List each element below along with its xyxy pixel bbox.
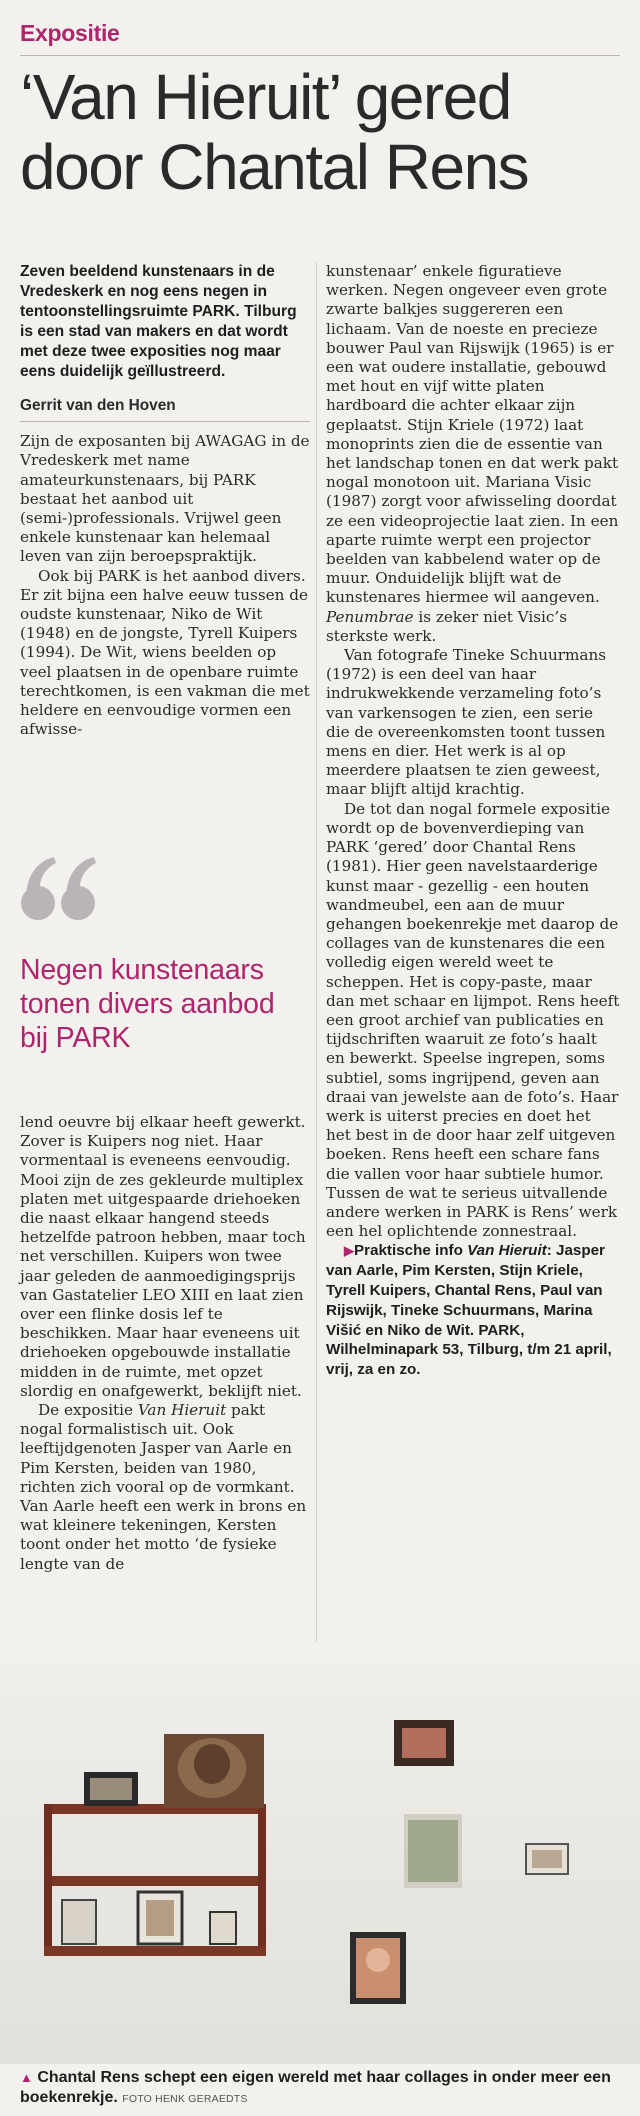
- pull-quote-text: Negen kunstenaars tonen divers aanbod bij PARK: [20, 954, 275, 1054]
- triangle-bullet-icon: ▶: [344, 1243, 354, 1259]
- byline-rule: [20, 421, 310, 422]
- practical-info: [326, 1241, 620, 1380]
- lede: Zeven beeldend kunstenaars in de Vredeskerk en nog eens negen in tentoonstellingsruimte PARK. Tilburg is een stad van makers en dat wordt met deze twee exposities nog maar eens duidelijk geïllustreerd.: [20, 263, 297, 380]
- text-run: is zeker niet Visic’s sterkste werk.: [326, 607, 567, 645]
- body-paragraph: Van fotografe Tineke Schuurmans (1972) is een deel van haar indrukwekkende verzameling foto’s van varkensogen te zien, een serie die de overeenkomsten toont tussen mens en dier. Het werk is al op meerdere plaatsen te zien geweest, maar blijft altijd krachtig.: [326, 646, 607, 799]
- exhibition-title: Van Hieruit: [137, 1401, 227, 1420]
- work-title: Penumbrae: [326, 607, 414, 626]
- body-paragraph: Zijn de exposanten bij AWAGAG in de Vredeskerk met name amateurkunstenaars, bij PARK bestaat het aanbod uit (semi-)professionals. Vrijwel geen enkele kunstenaar kan helemaal leven van zijn beroepspraktijk.: [20, 432, 310, 566]
- triangle-bullet-icon: ▲: [20, 2070, 33, 2085]
- headline-line-1: ‘Van Hieruit’ gered: [20, 61, 511, 133]
- text-run: pakt nogal formalistisch uit. Ook leeftijdgenoten Jasper van Aarle en Pim Kersten, beiden van 1980, richten zich vooral op de vormkant. Van Aarle heeft een werk in brons en wat kleinere tekeningen, Kersten toont onder het motto ‘de fysieke lengte van de: [20, 1401, 307, 1573]
- headline-line-2: door Chantal Rens: [20, 131, 529, 203]
- section-label: Expositie: [20, 20, 120, 46]
- article-column-2: [326, 262, 620, 1380]
- exhibition-title: Van Hieruit: [467, 1242, 547, 1260]
- headline: [20, 62, 630, 202]
- pull-quote: [20, 853, 310, 1105]
- body-paragraph: Ook bij PARK is het aanbod divers. Er zit bijna een halve eeuw tussen de oudste kunstenaar, Niko de Wit (1948) en de jongste, Tyrell Kuipers (1994). De Wit, wiens beelden op veel plaatsen in de openbare ruimte terechtkomen, is een vakman die met heldere en eenvoudige vormen een afwisse-: [20, 566, 310, 739]
- body-paragraph: [326, 262, 620, 646]
- photo-credit: FOTO HENK GERAEDTS: [122, 2093, 248, 2105]
- author-byline: Gerrit van den Hoven: [20, 397, 176, 414]
- text-run: kunstenaar’ enkele figuratieve werken. Negen ongeveer even grote zwarte balkjes suggereren een lichaam. Van de noeste en precieze bouwer Paul van Rijswijk (1965) is er een wat oudere installatie, gebouwd met hout en vijf witte platen hardboard die achter elkaar zijn geplaatst. Stijn Kriele (1972) laat monoprints zien die de essentie van het landschap tonen en dat werk pakt nogal monotoon uit. Mariana Visic (1987) zorgt voor afwisseling doordat ze een videoprojectie laat zien. In een aparte ruimte werpt een projector beelden van kabbelend water op de muur. Onduidelijk blijft wat de kunstenares hiermee wil aangeven.: [326, 262, 619, 607]
- article-column-1-continued: [20, 1113, 310, 1574]
- article-column-1: [20, 262, 310, 739]
- caption-text: Chantal Rens schept een eigen wereld met haar collages in onder meer een boekenrekje.: [20, 2069, 611, 2106]
- photo-caption: [20, 2068, 630, 2109]
- quote-mark-icon: [20, 853, 100, 923]
- body-paragraph: De tot dan nogal formele expositie wordt op de bovenverdieping van PARK ‘gered’ door Chantal Rens (1981). Hier geen navelstaarderige kunst maar - gezellig - een houten wandmeubel, een aan de muur gehangen boekenrekje met daarop de collages van de kunstenares die een volledig eigen wereld weet te scheppen. Het is copy-paste, maar dan met schaar en lijmpot. Rens heeft een groot archief van publicaties en tijdschriften waaruit ze foto’s haalt en bewerkt. Speelse ingrepen, soms subtiel, soms ingrijpend, geven aan draai van jewelste aan de foto’s. Haar werk is uiterst precies en doet het het best in de door haar zelf uitgeven boeken. Rens heeft een schare fans die vallen voor haar subtiele humor. Tussen de wat te serieus uitvallende andere werken in PARK is Rens’ werk een hel oplichtende zonnestraal.: [326, 799, 620, 1241]
- section-rule: [20, 55, 620, 56]
- body-paragraph: lend oeuvre bij elkaar heeft gewerkt. Zover is Kuipers nog niet. Haar vormentaal is eveneens eenvoudig. Mooi zijn de zes gekleurde multiplex platen met uitgespaarde driehoeken die naast elkaar hangend steeds hetzelfde patroon hebben, maar toch net verschillen. Kuipers won twee jaar geleden de aanmoedigingsprijs van Gastatelier LEO XIII en laat zien over een flinke dosis lef te beschikken. Maar haar eveneens uit driehoeken opgebouwde installatie midden in de ruimte, met opzet slordig en onafgewerkt, beklijft niet.: [20, 1113, 306, 1400]
- article-photo: [0, 1664, 640, 2064]
- photo-illustration: [0, 1664, 640, 2064]
- text-run: Praktische info: [354, 1242, 468, 1260]
- text-run: : Jasper van Aarle, Pim Kersten, Stijn Kriele, Tyrell Kuipers, Chantal Rens, Paul van Rijswijk, Tineke Schuurmans, Marina Višić en Niko de Wit. PARK, Wilhelminapark 53, Tilburg, t/m 21 april, vrij, za en zo.: [326, 1242, 612, 1379]
- body-paragraph: [20, 1401, 310, 1574]
- column-divider: [316, 262, 317, 1642]
- text-run: De expositie: [38, 1401, 138, 1420]
